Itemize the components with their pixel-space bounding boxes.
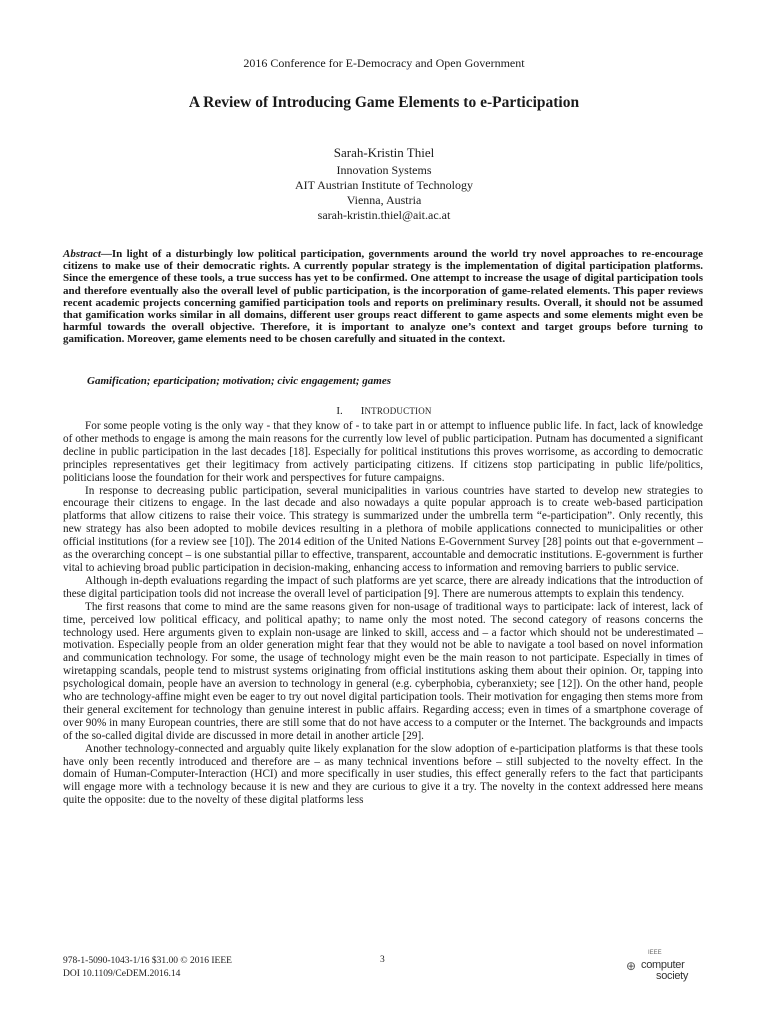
abstract-dash: — [100,248,112,260]
section-title-initial: I [360,405,365,417]
author-name: Sarah-Kristin Thiel [333,145,435,160]
logo-computer-text: computer [641,959,685,971]
abstract-label: Abstract [63,248,101,260]
author-department: Innovation Systems [336,163,432,177]
author-email: sarah-kristin.thiel@ait.ac.at [317,208,451,222]
paragraph: In response to decreasing public participation, several municipalities in various countries have started to develop new strategies to encourage their citizens to engage. In the last decade and also nowadays a quite popular approach is to create web-based participation platforms that allow citizens to raise their voice. This strategy is summarized under the umbrella term “e-participation”. Only recently, this new strategy has also been adopted to mobile devices resulting in a plethora of mobile applications connected to municipalities or other official institutions (for a review see [10]). The 2014 edition of the United Nations E-Government Survey [28] points out that e-government – as the overarching concept – is one substantial pillar to effective, transparent, accountable and democratic institutions. E-government is further vital to achieving broad public participation in decision-making, enhancing access to information and removing barriers to public service. [63,484,703,574]
section-title-rest: NTRODUCTION [364,406,432,416]
author-institution: AIT Austrian Institute of Technology [294,178,474,192]
footer-doi: DOI 10.1109/CeDEM.2016.14 [63,969,181,979]
ieee-computer-society-logo [626,950,696,986]
logo-mark-icon: ⊕ [626,959,637,973]
body-text [63,420,703,807]
paper-title: A Review of Introducing Game Elements to e-Participation [188,94,580,111]
section-number: I. [336,405,343,417]
footer-copyright [63,955,232,981]
author-location: Vienna, Austria [346,193,422,207]
author-block [0,145,768,223]
section-heading [0,405,768,417]
paragraph: The first reasons that come to mind are the same reasons given for non-usage of traditional ways to participate: lack of interest, lack of time, perceived low political efficacy, and political apathy; to name only the most noted. The second category of reasons concerns the technology used. Here arguments given to explain non-usage are linked to skill, access and – a factor which should not be underestimated – motivation. Especially people from an older generation might fear that they would not be able to navigate a tool based on novel information and communication technology. For some, the usage of technology might even be the main reason to not participate. Especially in times of wiretapping scandals, people tend to mistrust systems originating from official institutions asking them about their opinion. Or, tapping into psychological domain, people have an aversion to technology in general (e.g. cyberphobia, cyberanxiety; see [12]). On the other hand, people who are technology-affine might even be eager to try out novel digital participation tools. Their motivation for engaging then stems more from their general excitement for technology than genuine interest in public affairs. Regarding access; even in times of a smartphone coverage of over 90% in many European countries, there are still some that do not have access to a computer or the Internet. The backgrounds and impacts of the so-called digital divide are discussed in more detail in another article [29]. [63,600,703,742]
logo-society-text: society [656,970,689,982]
keywords: Gamification; eparticipation; motivation; civic engagement; games [87,375,391,387]
paragraph: Although in-depth evaluations regarding the impact of such platforms are yet scarce, there are already indications that the introduction of these digital participation tools did not increase the overall level of participation [9]. There are numerous attempts to explain this tendency. [63,574,703,600]
paragraph: Another technology-connected and arguably quite likely explanation for the slow adoption of e-participation platforms is that these tools have only been recently introduced and therefore are – as many technical inventions before – still subjected to the novelty effect. In the domain of Human-Computer-Interaction (HCI) and more specifically in user studies, this effect generally refers to the fact that participants will engage more with a technology because it is new and they are curious to give it a try. The novelty in the context addressed here means quite the opposite: due to the novelty of these digital platforms less [63,742,703,807]
abstract-text: In light of a disturbingly low political participation, governments around the world try novel approaches to re-encourage citizens to make use of their democratic rights. A currently popular strategy is the implementation of digital participation platforms. Since the emergence of these tools, a true success has yet to be confirmed. One attempt to increase the usage of digital participation tools and therefore eventually also the overall level of public participation, is the incorporation of game-related elements. This paper reviews recent academic projects concerning gamified participation tools and reports on preliminary results. Overall, it should not be assumed that gamification works similar in all domains, different user groups react different to game aspects and some elements might even be harmful towards the overall objective. Therefore, it is important to analyze one’s context and target groups before turning to gamification. Moreover, game elements need to be chosen carefully and situated in the context. [63,248,703,346]
page-number: 3 [380,955,385,965]
logo-ieee-text: IEEE [648,950,662,956]
footer-isbn: 978-1-5090-1043-1/16 $31.00 © 2016 IEEE [63,956,232,966]
paragraph: For some people voting is the only way - that they know of - to take part in or attempt to influence public life. In fact, lack of knowledge of other methods to engage is among the main reasons for the currently low level of public participation. Putnam has documented a significant decline in public participation in the last decades [18]. Especially for political institutions this proves worrisome, as according to democratic principles representatives get their legitimacy from actively participating citizens. If citizens stop participating in public life/politics, politicians loose the foundation for their work and perspectives for future campaigns. [63,420,703,484]
abstract [63,248,703,346]
conference-header: 2016 Conference for E-Democracy and Open Government [243,56,525,70]
